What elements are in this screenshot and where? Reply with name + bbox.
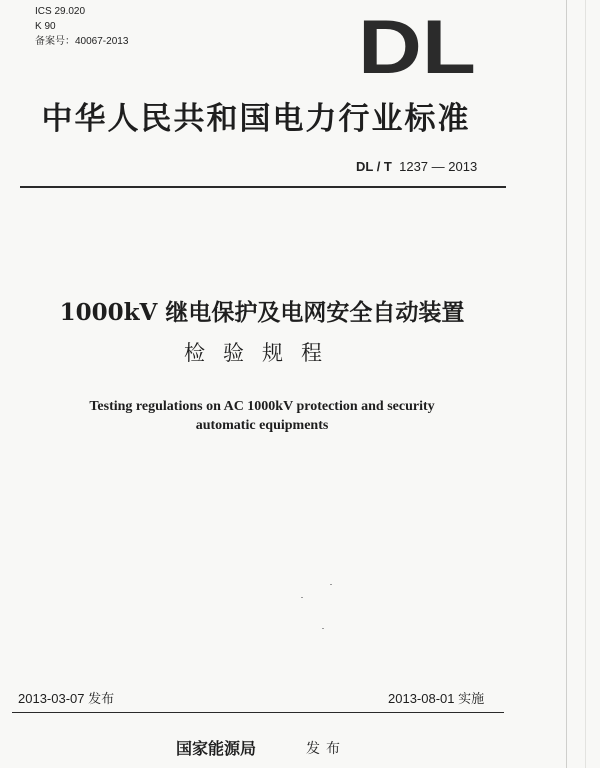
record-number: 备案号：40067-2013 (35, 36, 129, 47)
english-title (0, 397, 524, 435)
standard-code: DL / T (356, 159, 392, 174)
scan-speck (330, 584, 332, 585)
scan-speck (301, 597, 303, 598)
document-title: 1000kV 继电保护及电网安全自动装置 (59, 299, 465, 326)
header-divider (20, 186, 506, 188)
standard-number-value: 1237 — 2013 (399, 159, 478, 174)
standard-number (356, 159, 477, 174)
effective-date: 2013-08-01 实施 (388, 691, 485, 706)
publish-date: 2013-03-07 发布 (18, 691, 115, 706)
footer-divider (12, 712, 504, 713)
class-code: K 90 (35, 21, 56, 32)
classification-block (35, 4, 128, 49)
english-title-line-2: automatic equipments (195, 418, 329, 433)
page-edge-line (566, 0, 567, 768)
dl-logo (357, 12, 477, 78)
document-subtitle: 检验规程 (184, 341, 340, 365)
standard-type-heading: 中华人民共和国电力行业标准 (41, 101, 471, 137)
issue-label: 发布 (306, 741, 346, 757)
ics-code: ICS 29.020 (35, 6, 86, 17)
english-title-line-1: Testing regulations on AC 1000kV protection and security (89, 399, 435, 414)
issuing-authority: 国家能源局 (176, 739, 257, 758)
page-edge-line (585, 0, 586, 768)
scan-speck (322, 628, 324, 629)
dl-logo-text: DL (358, 12, 476, 78)
